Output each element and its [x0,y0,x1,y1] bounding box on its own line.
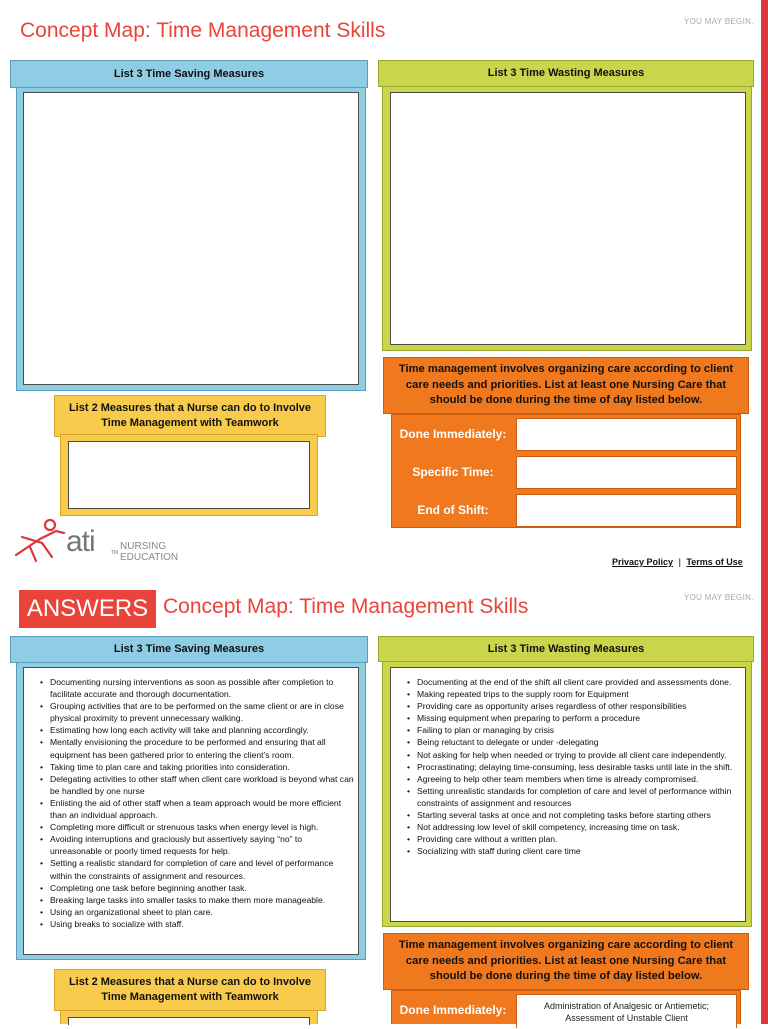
list-item: • Completing more difficult or strenuous tasks when energy level is high. [50,821,354,833]
list-item: • Enlisting the aid of other staff when a team approach would be more efficient than an individual approach. [50,797,354,821]
answers-time-of-day-instructions [383,933,749,990]
list-item: • Starting several tasks at once and not completing tasks before starting others [417,809,741,821]
list-item: • Providing care without a written plan. [417,833,741,845]
done-immediately-input[interactable] [516,418,737,451]
list-item: • Completing one task before beginning another task. [50,882,354,894]
time-saving-list [34,676,354,930]
instructions-line3: should be done during the time of day listed below. [429,394,703,407]
instructions-line1: Time management involves organizing care according to client [398,363,734,376]
answers-teamwork-line1: List 2 Measures that a Nurse can do to Involve [68,976,312,988]
done-immediately-answer-line1: Administration of Analgesic or Antiemetic; [543,1000,710,1011]
list-item: • Documenting at the end of the shift all client care provided and assessments done. [417,676,741,688]
footer-separator: | [678,557,681,567]
list-item: • Using breaks to socialize with staff. [50,918,354,930]
time-of-day-instructions [383,357,749,414]
list-item: • Being reluctant to delegate or under -delegating [417,736,741,748]
answers-time-saving-box [23,667,359,955]
row-label-done-immediately: Done Immediately: [399,427,507,441]
teamwork-panel [60,434,318,516]
answers-instructions-line3: should be done during the time of day listed below. [429,970,703,983]
list-item: • Procrastinating; delaying time-consuming, less desirable tasks until late in the shift. [417,761,741,773]
ati-logo[interactable] [12,517,182,565]
answers-time-wasting-panel [382,661,752,927]
list-item: • Breaking large tasks into smaller tasks to make them more manageable. [50,894,354,906]
logo-tm: TM [111,550,119,556]
answers-time-wasting-header: List 3 Time Wasting Measures [378,636,754,662]
list-item: • Making repeated trips to the supply room for Equipment [417,688,741,700]
answers-teamwork-line2: Time Management with Teamwork [101,991,279,1003]
time-wasting-panel [382,85,752,351]
list-item: • Setting unrealistic standards for completion of care and level of performance within constraints of assignment and resources [417,785,741,809]
logo-line1: NURSING [120,541,167,552]
privacy-policy-link[interactable]: Privacy Policy [612,557,674,567]
list-item: • Socializing with staff during client care time [417,845,741,857]
answers-teamwork-header [54,969,326,1011]
list-item: • Providing care as opportunity arises regardless of other responsibilities [417,700,741,712]
answers-begin-label: YOU MAY BEGIN. [684,593,754,602]
list-item: • Agreeing to help other team members when time is already compromised. [417,773,741,785]
terms-of-use-link[interactable]: Terms of Use [686,557,743,567]
instructions-line2: care needs and priorities. List at least one Nursing Care that [405,378,727,391]
row-label-specific-time: Specific Time: [412,465,494,479]
teamwork-header-line2: Time Management with Teamwork [101,417,279,429]
answers-badge: ANSWERS [19,590,156,628]
teamwork-header [54,395,326,437]
answers-teamwork-panel [60,1010,318,1024]
begin-label: YOU MAY BEGIN. [684,17,754,26]
answers-title: Concept Map: Time Management Skills [163,595,529,618]
time-saving-answer-box[interactable] [23,92,359,385]
list-item: • Failing to plan or managing by crisis [417,724,741,736]
logo-line2: EDUCATION [120,552,179,563]
time-wasting-answer-box[interactable] [390,92,746,345]
time-of-day-grid [391,414,741,528]
list-item: • Missing equipment when preparing to perform a procedure [417,712,741,724]
list-item: • Mentally envisioning the procedure to be performed and ensuring that all equipment has been gathered prior to entering the client’s room. [50,736,354,760]
done-immediately-answer-line2: Assessment of Unstable Client [565,1012,688,1023]
answers-time-saving-header: List 3 Time Saving Measures [10,636,368,663]
list-item: • Not addressing low level of skill competency, increasing time on task. [417,821,741,833]
row-label-end-of-shift: End of Shift: [417,503,489,517]
list-item: • Avoiding interruptions and graciously but assertively saying “no” to unreasonable or poorly timed requests for help. [50,833,354,857]
list-item: • Delegating activities to other staff when client care workload is beyond what can be handled by one nurse [50,773,354,797]
list-item: • Setting a realistic standard for completion of care and level of performance within the constraints of assignment and resources. [50,857,354,881]
footer-links [612,557,743,567]
answers-done-immediately-cell [516,994,737,1028]
answers-instructions-line1: Time management involves organizing care according to client [398,939,734,952]
list-item: • Documenting nursing interventions as soon as possible after completion to facilitate accurate and thorough documentation. [50,676,354,700]
list-item: • Estimating how long each activity will take and planning accordingly. [50,724,354,736]
list-item: • Not asking for help when needed or trying to provide all client care independently. [417,749,741,761]
time-saving-panel [16,87,366,391]
time-wasting-header: List 3 Time Wasting Measures [378,60,754,87]
list-item: • Grouping activities that are to be performed on the same client or are in close physical proximity to prevent unnecessary walking. [50,700,354,724]
end-of-shift-input[interactable] [516,494,737,527]
page-title: Concept Map: Time Management Skills [20,19,386,42]
answers-time-saving-panel [16,662,366,960]
teamwork-header-line1: List 2 Measures that a Nurse can do to Involve [68,402,312,414]
answers-time-of-day-grid [391,990,741,1024]
list-item: • Using an organizational sheet to plan care. [50,906,354,918]
page-edge-bar [761,0,768,1024]
time-saving-header: List 3 Time Saving Measures [10,60,368,88]
answers-instructions-line2: care needs and priorities. List at least one Nursing Care that [405,954,727,967]
answers-time-wasting-box [390,667,746,922]
time-wasting-list [401,676,741,857]
teamwork-answer-box[interactable] [68,441,310,509]
logo-brand: ati [66,525,95,558]
nurse-figure-icon [12,517,68,563]
answers-row-label-done-immediately: Done Immediately: [399,1003,507,1017]
specific-time-input[interactable] [516,456,737,489]
list-item: • Taking time to plan care and taking priorities into consideration. [50,761,354,773]
